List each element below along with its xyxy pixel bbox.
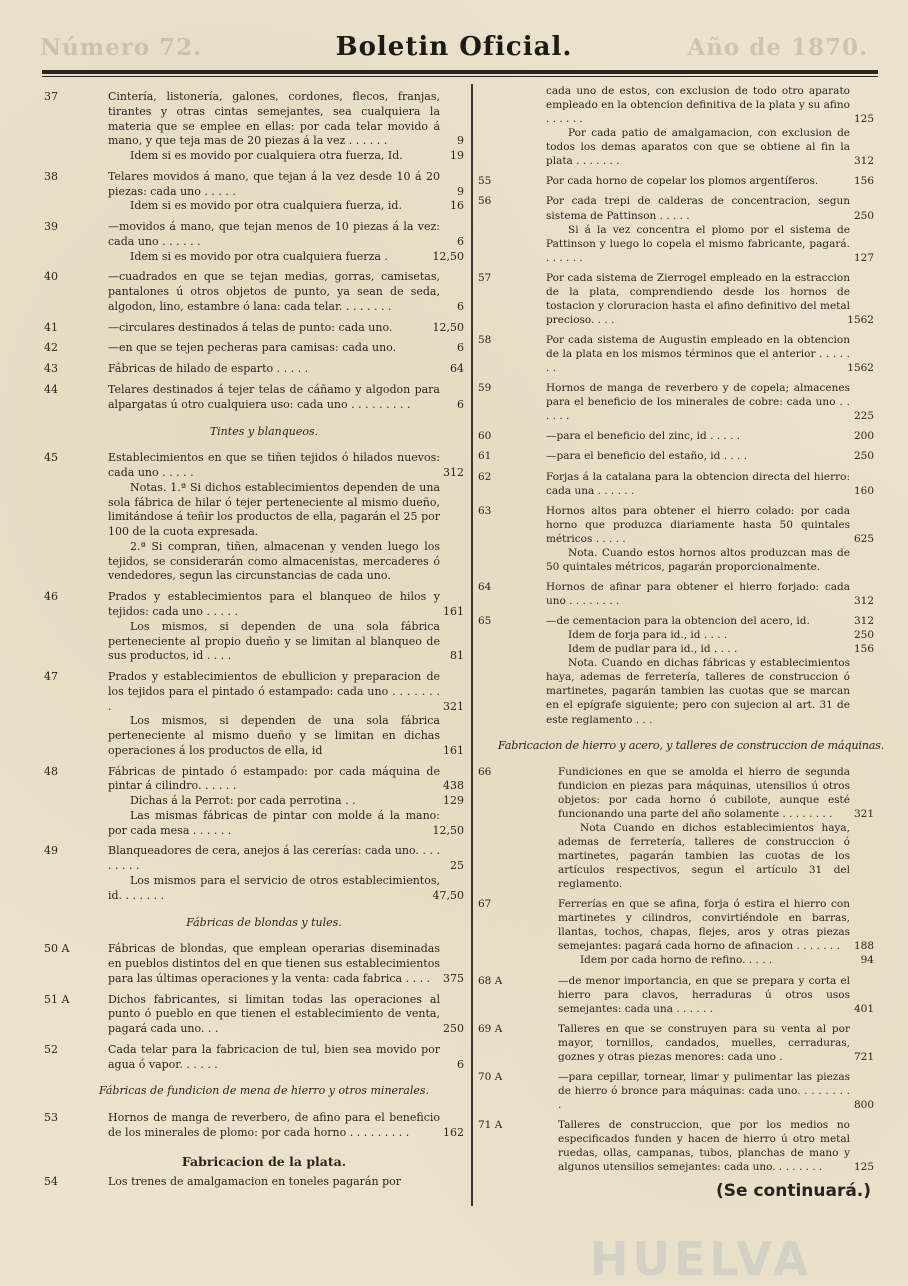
tariff-entry xyxy=(478,271,874,327)
entry-amount: 250 xyxy=(853,209,874,222)
entry-number: 55 xyxy=(478,175,492,188)
entry-text: Nota. Cuando estos hornos altos produzcan mas de 50 quintales métricos, pagarán proporcionalmente. xyxy=(546,546,850,573)
tariff-entry xyxy=(44,942,464,986)
entry-amount: 312 xyxy=(443,466,464,480)
tariff-entry xyxy=(44,620,464,664)
entry-amount: 12,50 xyxy=(432,249,464,263)
entry-amount: 721 xyxy=(853,1050,874,1063)
tariff-entry xyxy=(478,381,874,423)
section-heading: Fabricacion de la plata. xyxy=(181,1153,347,1169)
entry-amount: 6 xyxy=(457,397,464,411)
entry-number: 58 xyxy=(478,334,492,346)
entry-text: Por cada sistema de Zierrogel empleado en la estraccion de la plata, comprendiendo desde los hornos de tostacion y cloruracion hasta el afino definitivo del metal precioso. . . . xyxy=(546,271,850,326)
entry-number: 67 xyxy=(478,898,492,911)
entry-number: 54 xyxy=(44,1175,58,1189)
entry-text: Idem si es movido por otra cualquiera fuerza, id. xyxy=(130,199,402,213)
entry-text: Hornos de afinar para obtener el hierro forjado: cada uno . . . . . . . . xyxy=(546,580,850,607)
tariff-entry xyxy=(44,809,464,839)
entry-text: Telares movidos á mano, que tejan á la vez desde 10 á 20 piezas: cada uno . . . . . xyxy=(108,169,440,198)
section-heading: Fábricas de fundicion de mena de hierro y otros minerales. xyxy=(98,1084,430,1098)
entry-number: 70 A xyxy=(478,1070,503,1083)
entry-amount: 375 xyxy=(443,971,464,985)
entry-number: 65 xyxy=(478,615,492,628)
entry-amount: 64 xyxy=(450,362,464,376)
entry-text: Los trenes de amalgamacion en toneles pagarán por xyxy=(108,1175,401,1189)
entry-amount: 161 xyxy=(443,743,464,757)
entry-text: —para el beneficio del zinc, id . . . . . xyxy=(546,430,741,443)
tariff-entry xyxy=(478,1022,874,1064)
tariff-entry xyxy=(478,84,874,126)
entry-amount: 47,50 xyxy=(432,888,464,902)
tariff-entry xyxy=(478,974,874,1016)
entry-amount: 800 xyxy=(853,1099,874,1111)
tariff-entry xyxy=(44,341,464,356)
tariff-entry xyxy=(44,540,464,584)
entry-text: Hornos de manga de reverbero, de afino para el beneficio de los minerales de plomo: por cada horno . . . . . . . . . xyxy=(108,1111,440,1139)
entry-text: Ferrerías en que se afina, forja ó estira el hierro con martinetes y cilindros, convirtiéndole en barras, llantas, tochos, chapas, flejes, aros y otras piezas semejantes: pagará cada horno de afinacion . . . . . . . xyxy=(558,898,850,953)
entry-number: 66 xyxy=(478,765,492,778)
entry-text: Las mismas fábricas de pintar con molde á la mano: por cada mesa . . . . . . xyxy=(108,808,440,837)
entry-number: 39 xyxy=(44,220,58,234)
tariff-entry xyxy=(44,362,464,377)
entry-amount: 225 xyxy=(853,410,874,423)
entry-amount: 125 xyxy=(853,1161,874,1174)
page-title: Boletin Oficial. xyxy=(335,32,573,62)
tariff-entry xyxy=(44,90,464,149)
column-divider xyxy=(471,84,473,1206)
entry-number: 56 xyxy=(478,195,492,208)
entry-text: Establecimientos en que se tiñen tejidos ó hilados nuevos: cada uno . . . . . xyxy=(108,451,440,480)
entry-number: 69 A xyxy=(478,1022,503,1035)
header-rule-thin xyxy=(42,76,878,77)
entry-text: 2.ª Si compran, tiñen, almacenan y venden luego los tejidos, se considerarán como almacenistas, mercaderes ó vendedores, segun las circunstancias de cada uno. xyxy=(108,539,440,583)
entry-amount: 9 xyxy=(457,134,464,148)
entry-number: 48 xyxy=(44,764,58,778)
header-year: Año de 1870. xyxy=(687,34,868,61)
entry-number: 59 xyxy=(478,382,492,395)
entry-number: 68 A xyxy=(478,974,503,987)
entry-text: Nota. Cuando en dichas fábricas y establecimientos haya, ademas de ferretería, talleres de construccion ó martinetes, pagarán tambien las cuotas que se marcan en el epígrafe siguiente; pero con sujecion al art. 31 de este reglamento . . . xyxy=(546,657,850,726)
entry-number: 41 xyxy=(44,320,58,334)
entry-number: 71 A xyxy=(478,1119,503,1132)
entry-text: Idem si es movido por cualquiera otra fuerza, Id. xyxy=(130,149,403,163)
tariff-entry xyxy=(44,993,464,1037)
entry-amount: 312 xyxy=(853,615,874,628)
entry-amount: 19 xyxy=(450,149,464,163)
tariff-entry xyxy=(478,174,874,188)
entry-text: cada uno de estos, con exclusion de todo otro aparato empleado en la obtencion definitiva de la plata y su afino . . . . . . xyxy=(546,85,850,126)
entry-text: Forjas á la catalana para la obtencion directa del hierro: cada una . . . . . . xyxy=(546,470,850,497)
entry-text: Telares destinados á tejer telas de cáñamo y algodon para alpargatas ú otro cualquiera uso: cada uno . . . . . . . . . xyxy=(108,383,440,411)
entry-text: Hornos altos para obtener el hierro colado: por cada horno que produzca diariamente hasta 50 quintales métricos . . . . . xyxy=(546,504,850,545)
entry-text: —de cementacion para la obtencion del acero, id. xyxy=(546,615,810,628)
entry-amount: 161 xyxy=(443,604,464,618)
entry-amount: 188 xyxy=(853,940,874,953)
entry-text: Por cada sistema de Augustin empleado en la obtencion de la plata en los mismos términos que el anterior . . . . . . . xyxy=(546,334,850,375)
entry-amount: 6 xyxy=(457,1057,464,1071)
entry-amount: 156 xyxy=(853,175,874,188)
archive-watermark: HUELVA xyxy=(590,1232,813,1286)
entry-text: Idem si es movido por otra cualquiera fuerza . xyxy=(130,249,388,263)
header-issue-number: Número 72. xyxy=(40,34,203,61)
entry-text: Fábricas de blondas, que emplean operarias diseminadas en pueblos distintos del en que tienen sus establecimientos para las últimas operaciones y la venta: cada fabrica . . . . xyxy=(108,942,440,985)
section-heading: Fábricas de blondas y tules. xyxy=(186,915,342,929)
entry-text: Fábricas de hilado de esparto . . . . . xyxy=(108,362,309,376)
entry-number: 47 xyxy=(44,670,58,684)
entry-number: 49 xyxy=(44,844,58,858)
entry-text: Por cada patio de amalgamacion, con exclusion de todos los demas aparatos con que se obtiene al fin la plata . . . . . . . xyxy=(546,127,850,168)
tariff-entry xyxy=(478,546,874,574)
entry-amount: 250 xyxy=(853,450,874,463)
entry-amount: 321 xyxy=(443,699,464,713)
entry-number: 61 xyxy=(478,450,492,463)
entry-text: Talleres de construccion, que por los medios no especificados funden y hacen de hierro ú otro metal ruedas, ollas, campanas, tubos, planchas de mano y algunos utensilios semejantes: cada uno. . . . . . . . xyxy=(558,1119,850,1174)
entry-text: —cuadrados en que se tejan medias, gorras, camisetas, pantalones ú otros objetos de punto, ya sean de seda, algodon, lino, estambre ó lana: cada telar. . . . . . . . xyxy=(108,270,440,313)
tariff-entry xyxy=(44,765,464,795)
entry-amount: 160 xyxy=(853,484,874,497)
tariff-entry xyxy=(44,1175,464,1190)
entry-text: Idem de pudlar para id., id . . . . xyxy=(568,643,738,656)
tariff-entry xyxy=(44,590,464,620)
entry-amount: 156 xyxy=(853,643,874,656)
entry-amount: 250 xyxy=(853,629,874,642)
entry-number: 46 xyxy=(44,590,58,604)
tariff-entry xyxy=(44,270,464,314)
tariff-entry xyxy=(44,149,464,164)
entry-amount: 127 xyxy=(853,251,874,264)
entry-number: 45 xyxy=(44,451,58,465)
tariff-entry xyxy=(44,670,464,714)
tariff-entry xyxy=(44,321,464,336)
entry-amount: 312 xyxy=(853,595,874,607)
tariff-entry xyxy=(44,1111,464,1141)
entry-number: 37 xyxy=(44,90,58,103)
entry-amount: 9 xyxy=(457,184,464,198)
entry-text: —movidos á mano, que tejan menos de 10 piezas á la vez: cada uno . . . . . . xyxy=(108,220,440,248)
entry-text: —de menor importancia, en que se prepara y corta el hierro para clavos, herraduras ú otros usos semejantes: cada una . . . . . . xyxy=(558,974,850,1015)
entry-amount: 94 xyxy=(860,954,874,967)
entry-text: Hornos de manga de reverbero y de copela; almacenes para el beneficio de los minerales de cobre: cada uno . . . . . . xyxy=(546,382,850,423)
tariff-entry xyxy=(478,765,874,821)
entry-number: 53 xyxy=(44,1111,58,1125)
entry-amount: 401 xyxy=(853,1002,874,1015)
entry-amount: 129 xyxy=(443,794,464,808)
entry-text: Dichas á la Perrot: por cada perrotina . . xyxy=(130,794,356,808)
tariff-entry xyxy=(478,223,874,265)
right-column xyxy=(478,84,885,1174)
tariff-entry xyxy=(44,250,464,265)
entry-amount: 81 xyxy=(450,649,464,663)
tariff-entry xyxy=(478,821,874,891)
section-heading: Tintes y blanqueos. xyxy=(209,424,319,438)
continuation-note: (Se continuará.) xyxy=(716,1181,872,1201)
tariff-entry xyxy=(44,220,464,250)
entry-number: 57 xyxy=(478,271,492,284)
tariff-entry xyxy=(44,481,464,540)
entry-text: Por cada horno de copelar los plomos argentíferos. xyxy=(546,175,819,188)
entry-number: 52 xyxy=(44,1042,58,1056)
entry-text: Idem de forja para id., id . . . . xyxy=(568,629,728,642)
entry-amount: 6 xyxy=(457,299,464,313)
entry-text: Talleres en que se construyen para su venta al por mayor, tornillos, candados, muelles, cerraduras, goznes y otras piezas menores: cada uno . xyxy=(558,1022,850,1063)
entry-number: 63 xyxy=(478,504,492,517)
entry-amount: 250 xyxy=(443,1022,464,1036)
tariff-entry xyxy=(478,1118,874,1174)
entry-number: 42 xyxy=(44,341,58,355)
entry-text: Fundiciones en que se amolda el hierro de segunda fundicion en piezas para máquinas, utensilios ú otros objetos: por cada horno ó cubilote, aunque esté funcionando una parte del año solamente . . . . . . . . xyxy=(558,765,850,820)
tariff-entry xyxy=(44,714,464,758)
entry-text: Por cada trepi de calderas de concentracion, segun sistema de Pattinson . . . . . xyxy=(546,195,850,222)
tariff-entry xyxy=(478,953,874,967)
entry-text: Blanqueadores de cera, anejos á las cererías: cada uno. . . . . . . . . xyxy=(108,844,440,873)
entry-text: Idem por cada horno de refino. . . . . xyxy=(580,954,773,967)
entry-number: 38 xyxy=(44,169,58,183)
entry-text: —circulares destinados á telas de punto: cada uno. xyxy=(108,320,393,334)
entry-amount: 438 xyxy=(443,779,464,793)
tariff-entry xyxy=(44,844,464,874)
tariff-entry xyxy=(478,1070,874,1112)
entry-amount: 12,50 xyxy=(432,823,464,837)
entry-amount: 12,50 xyxy=(432,320,464,334)
entry-number: 64 xyxy=(478,580,492,593)
entry-text: Los mismos, si dependen de una sola fábrica perteneciente al propio dueño y se limitan al blanqueo de sus productos, id . . . . xyxy=(108,619,440,663)
entry-text: Cada telar para la fabricacion de tul, bien sea movido por agua ó vapor. . . . . . xyxy=(108,1042,440,1071)
tariff-entry xyxy=(478,449,874,463)
entry-amount: 321 xyxy=(853,807,874,820)
entry-text: Cintería, listonería, galones, cordones, flecos, franjas, tirantes y otras cintas semejantes, sea cualquiera la materia que se emplee en ellas: por cada telar movido á mano, y que teja mas de 20 piezas á la vez . . . . . . xyxy=(108,90,440,148)
entry-text: —para el beneficio del estaño, id . . . . xyxy=(546,450,748,463)
tariff-entry xyxy=(44,383,464,413)
tariff-entry xyxy=(478,614,874,628)
entry-number: 50 A xyxy=(44,942,70,956)
entry-amount: 312 xyxy=(853,155,874,168)
tariff-entry xyxy=(478,656,874,726)
entry-text: —para cepillar, tornear, limar y pulimentar las piezas de hierro ó bronce para máquinas: cada uno. . . . . . . . . xyxy=(558,1070,850,1111)
header-rule-thick xyxy=(42,70,878,74)
entry-amount: 125 xyxy=(853,113,874,126)
entry-number: 62 xyxy=(478,470,492,483)
tariff-entry xyxy=(478,628,874,642)
entry-text: Prados y establecimientos de ebullicion y preparacion de los tejidos para el pintado ó estampado: cada uno . . . . . . . . xyxy=(108,670,440,713)
entry-text: Prados y establecimientos para el blanqueo de hilos y tejidos: cada uno . . . . . xyxy=(108,590,440,618)
tariff-entry xyxy=(44,170,464,200)
entry-text: Dichos fabricantes, si limitan todas las operaciones al punto ó pueblo en que tienen el establecimiento de venta, pagará cada uno. . . xyxy=(108,992,440,1036)
tariff-entry xyxy=(44,1043,464,1073)
entry-amount: 625 xyxy=(853,532,874,545)
entry-text: Nota Cuando en dichos establecimientos haya, ademas de ferretería, talleres de construccion ó martinetes, pagarán tambien las cuotas de los artículos respectivos, segun el artículo 31 del reglamento. xyxy=(558,821,850,891)
entry-amount: 162 xyxy=(443,1125,464,1139)
entry-number: 60 xyxy=(478,430,492,443)
entry-amount: 1562 xyxy=(847,313,874,326)
entry-text: Los mismos, si dependen de una sola fábrica perteneciente al mismo dueño y se limitan en dichas operaciones á los productos de ella, id xyxy=(108,714,440,757)
entry-amount: 25 xyxy=(450,859,464,873)
tariff-entry xyxy=(478,429,874,443)
entry-amount: 6 xyxy=(457,341,464,355)
entry-number: 43 xyxy=(44,362,58,376)
tariff-entry xyxy=(478,333,874,375)
tariff-entry xyxy=(44,794,464,809)
section-heading: Fabricacion de hierro y acero, y talleres de construccion de máquinas. xyxy=(497,738,885,752)
entry-amount: 6 xyxy=(457,234,464,248)
tariff-entry xyxy=(478,126,874,168)
tariff-entry xyxy=(478,504,874,546)
tariff-entry xyxy=(478,470,874,498)
entry-text: Notas. 1.ª Si dichos establecimientos dependen de una sola fábrica de hilar ó tejer perteneciente al mismo dueño, limitándose á teñir los productos de ella, pagarán el 25 por 100 de la cuota expresada. xyxy=(108,480,440,539)
left-column xyxy=(44,84,464,1190)
tariff-entry xyxy=(478,897,874,953)
entry-number: 44 xyxy=(44,383,58,397)
entry-text: Fábricas de pintado ó estampado: por cada máquina de pintar á cilindro. . . . . . xyxy=(108,764,440,793)
tariff-entry xyxy=(478,580,874,608)
entry-text: Los mismos para el servicio de otros establecimientos, id. . . . . . . xyxy=(108,873,440,902)
tariff-entry xyxy=(478,642,874,656)
entry-number: 51 A xyxy=(44,992,70,1006)
tariff-entry xyxy=(478,194,874,222)
entry-amount: 1562 xyxy=(847,362,874,375)
tariff-entry xyxy=(44,451,464,481)
entry-amount: 200 xyxy=(853,430,874,443)
entry-number: 40 xyxy=(44,270,58,284)
tariff-entry xyxy=(44,199,464,214)
entry-text: —en que se tejen pecheras para camisas: cada uno. xyxy=(108,341,397,355)
entry-text: Si á la vez concentra el plomo por el sistema de Pattinson y luego lo copela el mismo fabricante, pagará. . . . . . . xyxy=(546,223,850,264)
entry-amount: 16 xyxy=(450,199,464,213)
tariff-entry xyxy=(44,874,464,904)
